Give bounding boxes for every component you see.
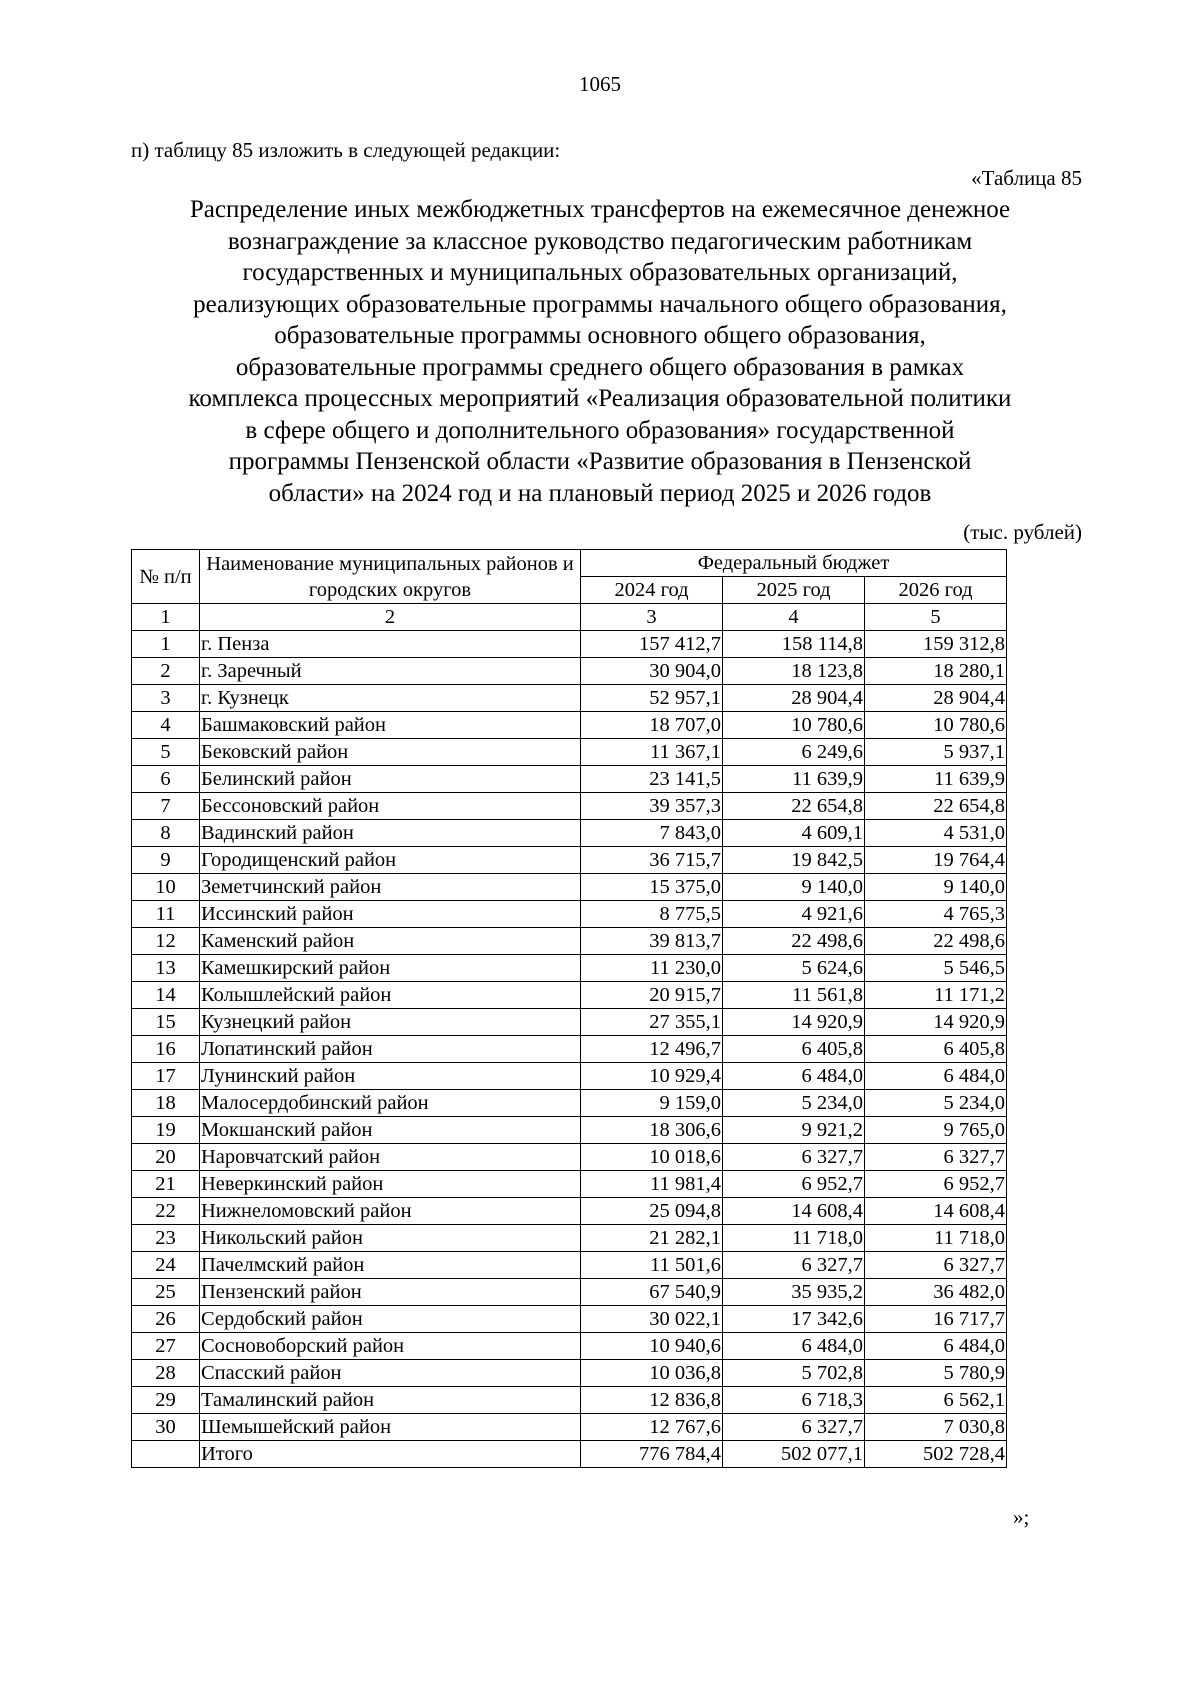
district-name: Камешкирский район — [200, 955, 581, 982]
table-row — [132, 928, 1007, 955]
table-row — [132, 820, 1007, 847]
value-2025: 6 484,0 — [723, 1063, 865, 1090]
row-number: 8 — [132, 820, 200, 847]
value-2026: 159 312,8 — [865, 631, 1007, 658]
row-number: 26 — [132, 1306, 200, 1333]
table-row — [132, 739, 1007, 766]
title-line: Распределение иных межбюджетных трансфертов на ежемесячное денежное — [189, 196, 1011, 223]
value-2024: 12 767,6 — [581, 1414, 723, 1441]
table-row — [132, 1360, 1007, 1387]
district-name: Иссинский район — [200, 901, 581, 928]
title-line: области» на 2024 год и на плановый период 2025 и 2026 годов — [268, 479, 932, 507]
value-2026: 6 327,7 — [865, 1144, 1007, 1171]
row-number: 16 — [132, 1036, 200, 1063]
value-2026: 11 639,9 — [865, 766, 1007, 793]
table-row — [132, 901, 1007, 928]
value-2024: 10 929,4 — [581, 1063, 723, 1090]
title-line: образовательные программы основного общего образования, — [274, 322, 926, 349]
value-2026: 18 280,1 — [865, 658, 1007, 685]
units-label: (тыс. рублей) — [963, 520, 1082, 544]
row-number: 18 — [132, 1090, 200, 1117]
value-2024: 18 707,0 — [581, 712, 723, 739]
district-name: Пензенский район — [200, 1279, 581, 1306]
table-title — [100, 194, 1100, 509]
value-2025: 18 123,8 — [723, 658, 865, 685]
table-row — [132, 1117, 1007, 1144]
row-number: 14 — [132, 982, 200, 1009]
value-2026: 9 765,0 — [865, 1117, 1007, 1144]
value-2025: 5 234,0 — [723, 1090, 865, 1117]
table-row — [132, 982, 1007, 1009]
district-name: Вадинский район — [200, 820, 581, 847]
index-cell: 5 — [865, 604, 1007, 631]
value-2024: 15 375,0 — [581, 874, 723, 901]
value-2024: 8 775,5 — [581, 901, 723, 928]
value-2024: 9 159,0 — [581, 1090, 723, 1117]
table-row — [132, 1036, 1007, 1063]
district-name: Спасский район — [200, 1360, 581, 1387]
district-name: Сердобский район — [200, 1306, 581, 1333]
value-2025: 502 077,1 — [723, 1441, 865, 1468]
value-2025: 6 249,6 — [723, 739, 865, 766]
value-2026: 11 171,2 — [865, 982, 1007, 1009]
table-row — [132, 1306, 1007, 1333]
value-2024: 30 022,1 — [581, 1306, 723, 1333]
value-2026: 22 498,6 — [865, 928, 1007, 955]
value-2024: 11 367,1 — [581, 739, 723, 766]
table-row — [132, 1198, 1007, 1225]
row-number: 11 — [132, 901, 200, 928]
value-2026: 6 952,7 — [865, 1171, 1007, 1198]
table-row — [132, 1387, 1007, 1414]
value-2026: 19 764,4 — [865, 847, 1007, 874]
header-num: № п/п — [132, 550, 200, 604]
table-label: «Таблица 85 — [971, 166, 1082, 190]
value-2025: 5 624,6 — [723, 955, 865, 982]
value-2024: 20 915,7 — [581, 982, 723, 1009]
value-2026: 7 030,8 — [865, 1414, 1007, 1441]
value-2026: 28 904,4 — [865, 685, 1007, 712]
value-2024: 12 836,8 — [581, 1387, 723, 1414]
value-2026: 16 717,7 — [865, 1306, 1007, 1333]
value-2026: 502 728,4 — [865, 1441, 1007, 1468]
district-name: Шемышейский район — [200, 1414, 581, 1441]
row-number: 23 — [132, 1225, 200, 1252]
value-2025: 6 327,7 — [723, 1414, 865, 1441]
index-cell: 2 — [200, 604, 581, 631]
value-2025: 4 921,6 — [723, 901, 865, 928]
value-2025: 9 921,2 — [723, 1117, 865, 1144]
row-number: 2 — [132, 658, 200, 685]
value-2026: 4 765,3 — [865, 901, 1007, 928]
table-row — [132, 1279, 1007, 1306]
row-number: 25 — [132, 1279, 200, 1306]
value-2024: 11 230,0 — [581, 955, 723, 982]
table-row — [132, 1090, 1007, 1117]
value-2026: 5 937,1 — [865, 739, 1007, 766]
value-2024: 39 357,3 — [581, 793, 723, 820]
index-cell: 1 — [132, 604, 200, 631]
row-number: 30 — [132, 1414, 200, 1441]
value-2025: 35 935,2 — [723, 1279, 865, 1306]
value-2024: 10 940,6 — [581, 1333, 723, 1360]
index-cell: 3 — [581, 604, 723, 631]
row-number: 5 — [132, 739, 200, 766]
value-2025: 4 609,1 — [723, 820, 865, 847]
value-2025: 17 342,6 — [723, 1306, 865, 1333]
district-name: Лопатинский район — [200, 1036, 581, 1063]
table-row — [132, 793, 1007, 820]
title-line: комплекса процессных мероприятий «Реализация образовательной политики — [188, 385, 1012, 412]
value-2026: 36 482,0 — [865, 1279, 1007, 1306]
value-2026: 6 484,0 — [865, 1063, 1007, 1090]
value-2025: 19 842,5 — [723, 847, 865, 874]
page-number: 1065 — [579, 72, 621, 96]
value-2024: 12 496,7 — [581, 1036, 723, 1063]
row-number: 10 — [132, 874, 200, 901]
header-year-2024: 2024 год — [581, 577, 723, 604]
closing-mark: »; — [1013, 1505, 1030, 1529]
value-2025: 11 718,0 — [723, 1225, 865, 1252]
district-name: Земетчинский район — [200, 874, 581, 901]
row-number: 9 — [132, 847, 200, 874]
value-2024: 23 141,5 — [581, 766, 723, 793]
value-2025: 6 327,7 — [723, 1252, 865, 1279]
district-name: Лунинский район — [200, 1063, 581, 1090]
row-number: 4 — [132, 712, 200, 739]
district-name: Наровчатский район — [200, 1144, 581, 1171]
title-line: вознаграждение за классное руководство педагогическим работникам — [227, 227, 973, 255]
value-2025: 6 405,8 — [723, 1036, 865, 1063]
value-2026: 11 718,0 — [865, 1225, 1007, 1252]
district-name: Белинский район — [200, 766, 581, 793]
value-2026: 6 405,8 — [865, 1036, 1007, 1063]
value-2024: 27 355,1 — [581, 1009, 723, 1036]
district-name: Тамалинский район — [200, 1387, 581, 1414]
distribution-table — [131, 549, 1007, 1468]
district-name: Каменский район — [200, 928, 581, 955]
district-name: Бековский район — [200, 739, 581, 766]
value-2026: 14 920,9 — [865, 1009, 1007, 1036]
value-2025: 14 608,4 — [723, 1198, 865, 1225]
value-2025: 28 904,4 — [723, 685, 865, 712]
district-name: Колышлейский район — [200, 982, 581, 1009]
value-2025: 11 561,8 — [723, 982, 865, 1009]
value-2024: 52 957,1 — [581, 685, 723, 712]
value-2026: 6 562,1 — [865, 1387, 1007, 1414]
header-federal-budget: Федеральный бюджет — [581, 550, 1007, 577]
district-name: Кузнецкий район — [200, 1009, 581, 1036]
table-row — [132, 847, 1007, 874]
district-name: Бессоновский район — [200, 793, 581, 820]
total-row — [132, 1441, 1007, 1468]
row-number: 29 — [132, 1387, 200, 1414]
row-number: 22 — [132, 1198, 200, 1225]
table-row — [132, 1144, 1007, 1171]
row-number: 28 — [132, 1360, 200, 1387]
value-2024: 39 813,7 — [581, 928, 723, 955]
header-name: Наименование муниципальных районов и городских округов — [200, 550, 581, 604]
value-2025: 6 484,0 — [723, 1333, 865, 1360]
table-row — [132, 631, 1007, 658]
table-row — [132, 766, 1007, 793]
row-number: 24 — [132, 1252, 200, 1279]
title-line: в сфере общего и дополнительного образования» государственной — [245, 416, 955, 444]
table-row — [132, 1171, 1007, 1198]
value-2024: 776 784,4 — [581, 1441, 723, 1468]
table-row — [132, 1252, 1007, 1279]
title-line: программы Пензенской области «Развитие образования в Пензенской — [228, 448, 972, 475]
row-number: 12 — [132, 928, 200, 955]
value-2024: 21 282,1 — [581, 1225, 723, 1252]
table-row — [132, 1009, 1007, 1036]
district-name: Городищенский район — [200, 847, 581, 874]
value-2026: 5 546,5 — [865, 955, 1007, 982]
value-2024: 36 715,7 — [581, 847, 723, 874]
row-number — [132, 1441, 200, 1468]
district-name: Малосердобинский район — [200, 1090, 581, 1117]
row-number: 1 — [132, 631, 200, 658]
value-2026: 6 484,0 — [865, 1333, 1007, 1360]
table-row — [132, 1414, 1007, 1441]
row-number: 15 — [132, 1009, 200, 1036]
row-number: 7 — [132, 793, 200, 820]
district-name: Нижнеломовский район — [200, 1198, 581, 1225]
row-number: 27 — [132, 1333, 200, 1360]
value-2026: 4 531,0 — [865, 820, 1007, 847]
value-2026: 10 780,6 — [865, 712, 1007, 739]
table-row — [132, 658, 1007, 685]
district-name: г. Заречный — [200, 658, 581, 685]
district-name: Мокшанский район — [200, 1117, 581, 1144]
district-name: Итого — [200, 1441, 581, 1468]
value-2024: 157 412,7 — [581, 631, 723, 658]
intro-line: п) таблицу 85 изложить в следующей редакции: — [131, 138, 561, 162]
row-number: 21 — [132, 1171, 200, 1198]
value-2024: 11 981,4 — [581, 1171, 723, 1198]
value-2025: 11 639,9 — [723, 766, 865, 793]
value-2026: 14 608,4 — [865, 1198, 1007, 1225]
title-line: государственных и муниципальных образовательных организаций, — [242, 259, 958, 286]
table-row — [132, 1225, 1007, 1252]
value-2024: 25 094,8 — [581, 1198, 723, 1225]
row-number: 6 — [132, 766, 200, 793]
district-name: Неверкинский район — [200, 1171, 581, 1198]
index-cell: 4 — [723, 604, 865, 631]
row-number: 20 — [132, 1144, 200, 1171]
table-body — [132, 631, 1007, 1468]
value-2025: 6 718,3 — [723, 1387, 865, 1414]
header-year-2026: 2026 год — [865, 577, 1007, 604]
value-2026: 22 654,8 — [865, 793, 1007, 820]
index-row — [132, 604, 1007, 631]
value-2025: 14 920,9 — [723, 1009, 865, 1036]
value-2024: 67 540,9 — [581, 1279, 723, 1306]
value-2026: 9 140,0 — [865, 874, 1007, 901]
value-2025: 6 952,7 — [723, 1171, 865, 1198]
table-row — [132, 1333, 1007, 1360]
value-2025: 9 140,0 — [723, 874, 865, 901]
header-row — [132, 550, 1007, 577]
value-2026: 5 780,9 — [865, 1360, 1007, 1387]
title-line: реализующих образовательные программы начального общего образования, — [193, 290, 1007, 318]
district-name: г. Кузнецк — [200, 685, 581, 712]
value-2024: 30 904,0 — [581, 658, 723, 685]
district-name: Никольский район — [200, 1225, 581, 1252]
title-line: образовательные программы среднего общего образования в рамках — [235, 353, 965, 381]
table-row — [132, 955, 1007, 982]
table-row — [132, 1063, 1007, 1090]
header-year-2025: 2025 год — [723, 577, 865, 604]
row-number: 13 — [132, 955, 200, 982]
district-name: Сосновоборский район — [200, 1333, 581, 1360]
value-2026: 5 234,0 — [865, 1090, 1007, 1117]
value-2024: 7 843,0 — [581, 820, 723, 847]
value-2025: 22 498,6 — [723, 928, 865, 955]
table-row — [132, 712, 1007, 739]
value-2025: 22 654,8 — [723, 793, 865, 820]
value-2025: 10 780,6 — [723, 712, 865, 739]
value-2024: 18 306,6 — [581, 1117, 723, 1144]
value-2024: 11 501,6 — [581, 1252, 723, 1279]
value-2025: 158 114,8 — [723, 631, 865, 658]
value-2024: 10 018,6 — [581, 1144, 723, 1171]
value-2024: 10 036,8 — [581, 1360, 723, 1387]
table-row — [132, 685, 1007, 712]
row-number: 19 — [132, 1117, 200, 1144]
district-name: Башмаковский район — [200, 712, 581, 739]
district-name: Пачелмский район — [200, 1252, 581, 1279]
value-2026: 6 327,7 — [865, 1252, 1007, 1279]
row-number: 17 — [132, 1063, 200, 1090]
value-2025: 6 327,7 — [723, 1144, 865, 1171]
table-row — [132, 874, 1007, 901]
district-name: г. Пенза — [200, 631, 581, 658]
value-2025: 5 702,8 — [723, 1360, 865, 1387]
row-number: 3 — [132, 685, 200, 712]
